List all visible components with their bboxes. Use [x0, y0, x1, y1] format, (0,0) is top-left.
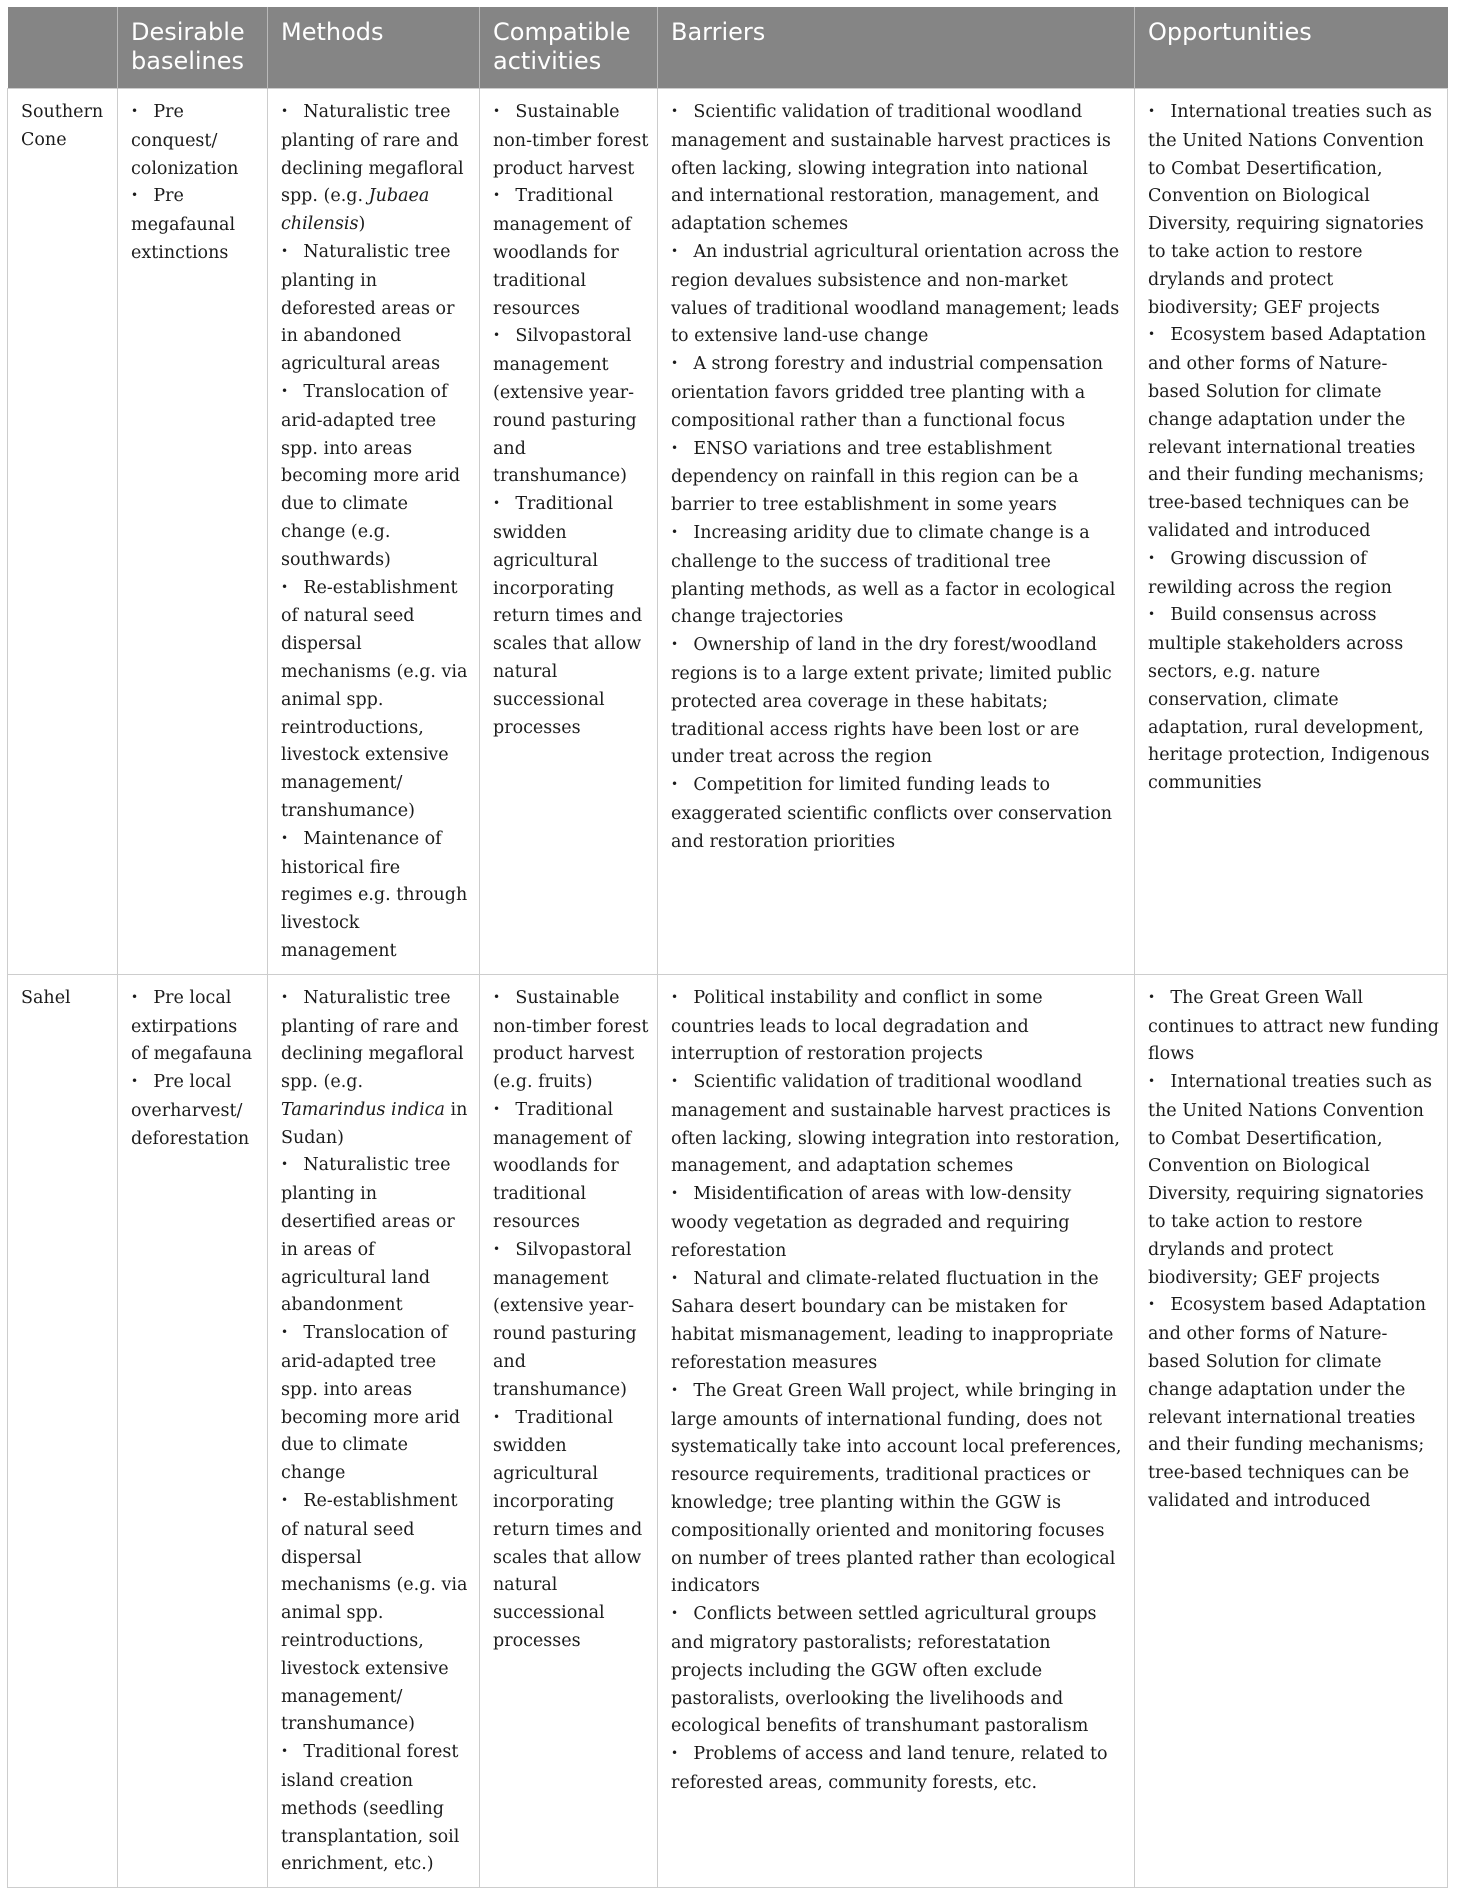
header-region — [8, 7, 118, 89]
list-item: • ENSO variations and tree establishment dependency on rainfall in this region can be a barrier to tree establishment in some years — [671, 436, 1126, 520]
baselines-cell — [118, 974, 268, 1888]
list-item: • Ecosystem based Adaptation and other forms of Nature-based Solution for climate change adaptation under the relevant international treaties and their funding mechanisms; tree-based techniques can be validated and introduced — [1148, 1292, 1439, 1515]
list-item: • Pre local extirpations of megafauna — [131, 985, 259, 1069]
header-activities: Compatible activities — [480, 7, 658, 89]
list-item: • Pre local overharvest/ deforestation — [131, 1069, 259, 1153]
list-item: • Problems of access and land tenure, related to reforested areas, community forests, etc. — [671, 1741, 1126, 1798]
list-item: • The Great Green Wall continues to attract new funding flows — [1148, 985, 1439, 1069]
list-item: • Growing discussion of rewilding across the region — [1148, 546, 1439, 603]
header-opportunities: Opportunities — [1135, 7, 1448, 89]
list-item: • Naturalistic tree planting in desertified areas or in areas of agricultural land abandonment — [281, 1152, 471, 1320]
list-item: • Natural and climate-related fluctuation in the Sahara desert boundary can be mistaken for habitat mismanagement, leading to inappropriate reforestation measures — [671, 1266, 1126, 1378]
list-item: • Maintenance of historical fire regimes e.g. through livestock management — [281, 826, 471, 966]
barriers-cell — [658, 89, 1135, 975]
list-item: • Ownership of land in the dry forest/woodland regions is to a large extent private; limited public protected area coverage in these habitats; traditional access rights have been lost or are under treat across the region — [671, 632, 1126, 772]
list-item: • Traditional forest island creation methods (seedling transplantation, soil enrichment, etc.) — [281, 1739, 471, 1879]
header-baselines: Desirable baselines — [118, 7, 268, 89]
list-item: • Increasing aridity due to climate change is a challenge to the success of traditional tree planting methods, as well as a factor in ecological change trajectories — [671, 520, 1126, 632]
list-item: • Silvopastoral management (extensive year-round pasturing and transhumance) — [493, 323, 649, 491]
list-item: • Sustainable non-timber forest product harvest — [493, 99, 649, 183]
list-item: • A strong forestry and industrial compensation orientation favors gridded tree planting with a compositional rather than a functional focus — [671, 351, 1126, 435]
list-item — [281, 985, 471, 1153]
list-item: • Traditional management of woodlands for traditional resources — [493, 183, 649, 323]
methods-cell — [268, 89, 480, 975]
list-item: • An industrial agricultural orientation across the region devalues subsistence and non-market values of traditional woodland management; leads to extensive land-use change — [671, 239, 1126, 351]
list-item: • International treaties such as the United Nations Convention to Combat Desertification, Convention on Biological Diversity, requiring signatories to take action to restore drylands and protect biodiversity; GEF projects — [1148, 99, 1439, 322]
activities-cell — [480, 974, 658, 1888]
list-item: • Silvopastoral management (extensive year-round pasturing and transhumance) — [493, 1237, 649, 1405]
list-item: • Translocation of arid-adapted tree spp. into areas becoming more arid due to climate change (e.g. southwards) — [281, 379, 471, 575]
list-item: • Re-establishment of natural seed dispersal mechanisms (e.g. via animal spp. reintroductions, livestock extensive management/ transhumance) — [281, 575, 471, 826]
list-item: • Pre megafaunal extinctions — [131, 183, 259, 267]
region-cell: Southern Cone — [8, 89, 118, 975]
region-cell: Sahel — [8, 974, 118, 1888]
list-item: • Re-establishment of natural seed dispersal mechanisms (e.g. via animal spp. reintroductions, livestock extensive management/ transhumance) — [281, 1488, 471, 1739]
barriers-cell — [658, 974, 1135, 1888]
species-name: Jubaea chilensis — [281, 186, 430, 235]
table-row — [8, 974, 1448, 1888]
species-name: Tamarindus indica — [281, 1099, 445, 1120]
comparison-table — [7, 7, 1448, 1888]
list-item: • Traditional swidden agricultural incorporating return times and scales that allow natural successional processes — [493, 1405, 649, 1656]
list-item: • Translocation of arid-adapted tree spp. into areas becoming more arid due to climate change — [281, 1320, 471, 1488]
methods-cell — [268, 974, 480, 1888]
method-text-end: ) — [358, 214, 366, 235]
list-item: • Scientific validation of traditional woodland management and sustainable harvest practices is often lacking, slowing integration into restoration, management, and adaptation schemes — [671, 1069, 1126, 1181]
list-item: • Sustainable non-timber forest product harvest (e.g. fruits) — [493, 985, 649, 1097]
header-barriers: Barriers — [658, 7, 1135, 89]
baselines-cell — [118, 89, 268, 975]
activities-cell — [480, 89, 658, 975]
list-item: • Naturalistic tree planting in deforested areas or in abandoned agricultural areas — [281, 239, 471, 379]
list-item: • Traditional swidden agricultural incorporating return times and scales that allow natural successional processes — [493, 491, 649, 742]
list-item: • International treaties such as the United Nations Convention to Combat Desertification, Convention on Biological Diversity, requiring signatories to take action to restore drylands and protect biodiversity; GEF projects — [1148, 1069, 1439, 1292]
method-text: Naturalistic tree planting of rare and declining megafloral spp. (e.g. — [281, 102, 464, 207]
list-item — [281, 99, 471, 239]
opportunities-cell — [1135, 974, 1448, 1888]
list-item: • Political instability and conflict in some countries leads to local degradation and interruption of restoration projects — [671, 985, 1126, 1069]
header-methods: Methods — [268, 7, 480, 89]
list-item: • Conflicts between settled agricultural groups and migratory pastoralists; reforestatation projects including the GGW often exclude pastoralists, overlooking the livelihoods and ecological benefits of transhumant pastoralism — [671, 1601, 1126, 1741]
method-text-end: in Sudan) — [281, 1099, 468, 1148]
list-item: • Scientific validation of traditional woodland management and sustainable harvest practices is often lacking, slowing integration into national and international restoration, management, and adaptation schemes — [671, 99, 1126, 239]
list-item: • Misidentification of areas with low-density woody vegetation as degraded and requiring reforestation — [671, 1181, 1126, 1265]
list-item: • Traditional management of woodlands for traditional resources — [493, 1097, 649, 1237]
list-item: • Competition for limited funding leads to exaggerated scientific conflicts over conservation and restoration priorities — [671, 772, 1126, 856]
header-row — [8, 7, 1448, 89]
list-item: • Ecosystem based Adaptation and other forms of Nature-based Solution for climate change adaptation under the relevant international treaties and their funding mechanisms; tree-based techniques can be validated and introduced — [1148, 322, 1439, 545]
method-text: Naturalistic tree planting of rare and declining megafloral spp. (e.g. — [281, 987, 464, 1093]
list-item: • The Great Green Wall project, while bringing in large amounts of international funding, does not systematically take into account local preferences, resource requirements, traditional practices or knowledge; tree planting within the GGW is compositionally oriented and monitoring focuses on number of trees planted rather than ecological indicators — [671, 1378, 1126, 1601]
list-item: • Build consensus across multiple stakeholders across sectors, e.g. nature conservation, climate adaptation, rural development, heritage protection, Indigenous communities — [1148, 602, 1439, 798]
list-item: • Pre conquest/ colonization — [131, 99, 259, 183]
table-row — [8, 89, 1448, 975]
opportunities-cell — [1135, 89, 1448, 975]
